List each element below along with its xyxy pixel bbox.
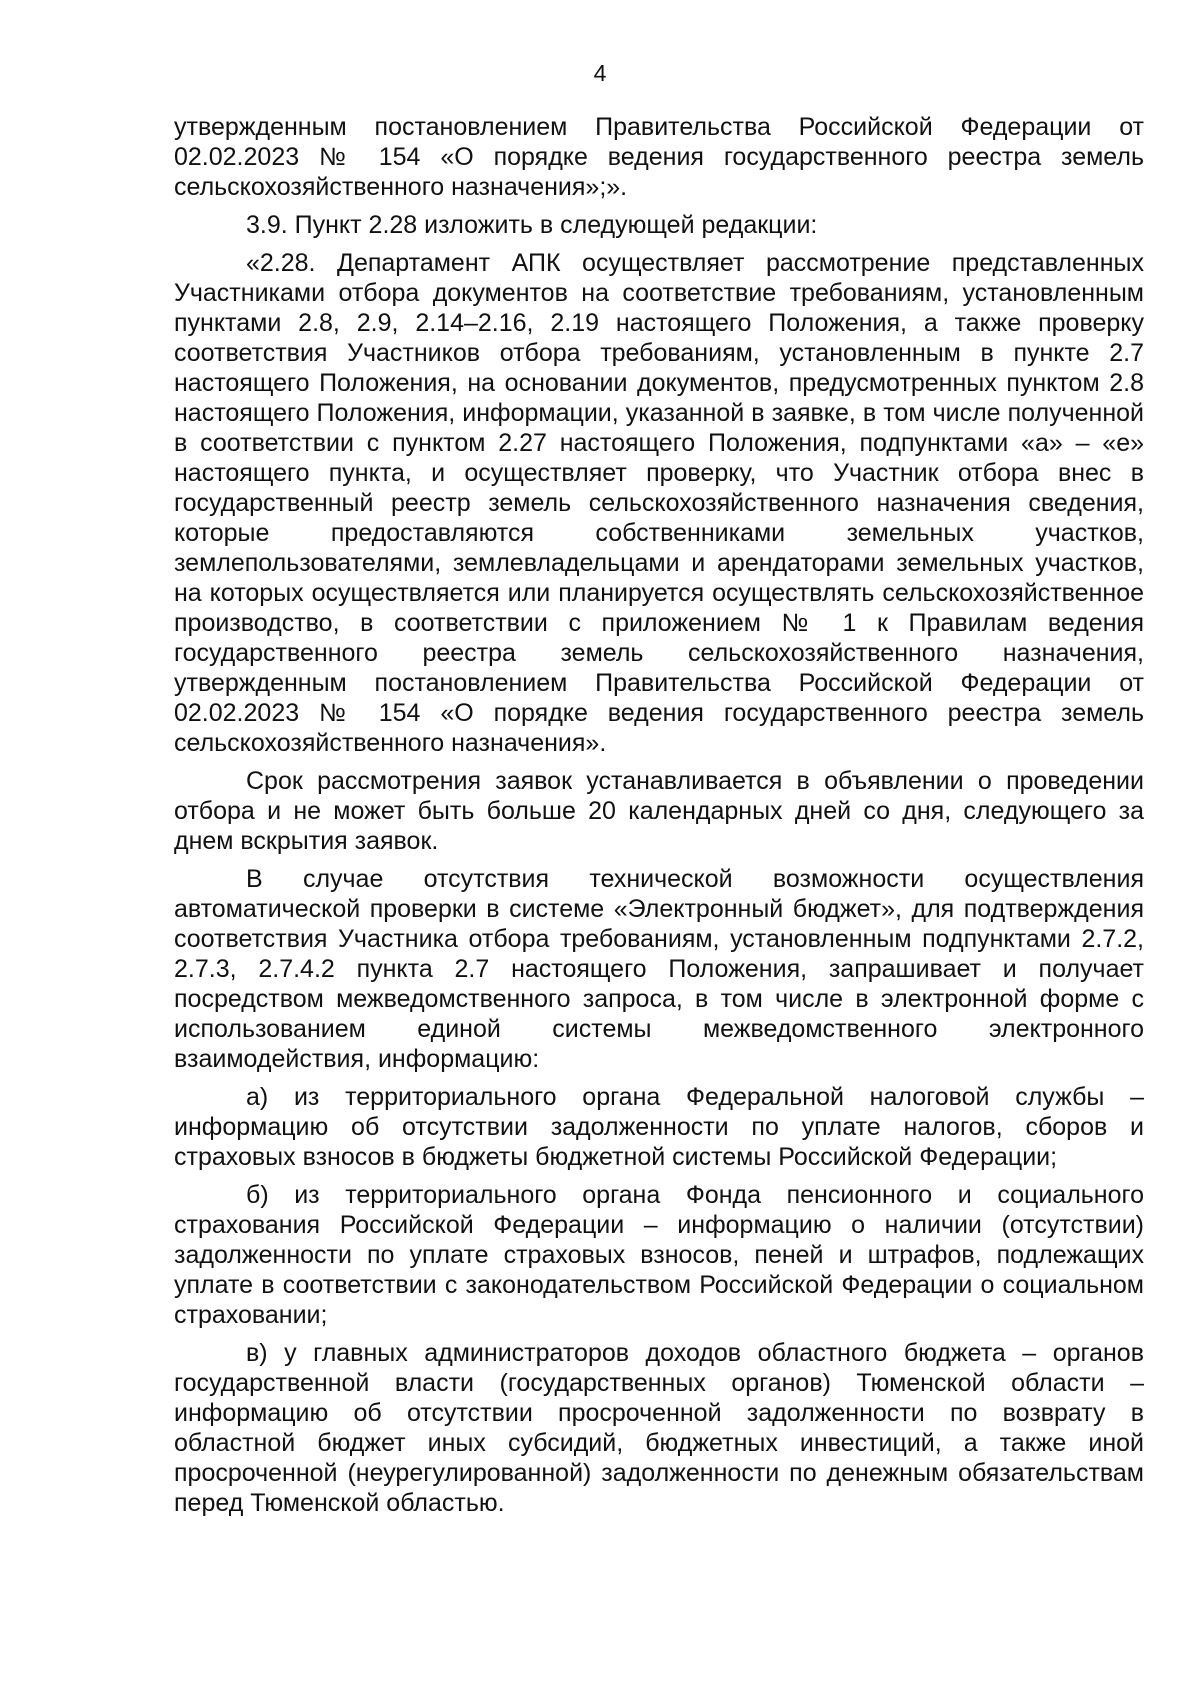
paragraph-review-period: Срок рассмотрения заявок устанавливается в объявлении о проведении отбора и не может быть больше 20 календарных дней со дня, следующего за днем вскрытия заявок. [174,767,1144,855]
paragraph-interagency-request: В случае отсутствия технической возможности осуществления автоматической проверки в системе «Электронный бюджет», для подтверждения соответствия Участника отбора требованиям, установленным подпунктами 2.7.2, 2.7.3, 2.7.4.2 пункта 2.7 настоящего Положения, запрашивает и получает посредством межведомственного запроса, в том числе в электронной форме с использованием единой системы межведомственного электронного взаимодействия, информацию: [174,865,1144,1073]
page-number: 4 [593,60,607,86]
paragraph-subitem-a: а) из территориального органа Федеральной налоговой службы – информацию об отсутствии задолженности по уплате налогов, сборов и страховых взносов в бюджеты бюджетной системы Российской Федерации; [174,1083,1144,1171]
paragraph-subitem-b: б) из территориального органа Фонда пенсионного и социального страхования Российской Федерации – информацию о наличии (отсутствии) задолженности по уплате страховых взносов, пеней и штрафов, подлежащих уплате в соответствии с законодательством Российской Федерации о социальном страховании; [174,1181,1144,1329]
paragraph-clause-2-28: «2.28. Департамент АПК осуществляет рассмотрение представленных Участниками отбора документов на соответствие требованиям, установленным пунктами 2.8, 2.9, 2.14–2.16, 2.19 настоящего Положения, а также проверку соответствия Участников отбора требованиям, установленным в пункте 2.7 настоящего Положения, на основании документов, предусмотренных пунктом 2.8 настоящего Положения, информации, указанной в заявке, в том числе полученной в соответствии с пунктом 2.27 настоящего Положения, подпунктами «а» – «е» настоящего пункта, и осуществляет проверку, что Участник отбора внес в государственный реестр земель сельскохозяйственного назначения сведения, которые предоставляются собственниками земельных участков, землепользователями, землевладельцами и арендаторами земельных участков, на которых осуществляется или планируется осуществлять сельскохозяйственное производство, в соответствии с приложением № 1 к Правилам ведения государственного реестра земель сельскохозяйственного назначения, утвержденным постановлением Правительства Российской Федерации от 02.02.2023 № 154 «О порядке ведения государственного реестра земель сельскохозяйственного назначения». [174,249,1144,757]
document-body [174,112,1144,1526]
paragraph-subitem-v: в) у главных администраторов доходов областного бюджета – органов государственной власти (государственных органов) Тюменской области – информацию об отсутствии просроченной задолженности по возврату в областной бюджет иных субсидий, бюджетных инвестиций, а также иной просроченной (неурегулированной) задолженности по денежным обязательствам перед Тюменской областью. [174,1339,1144,1517]
paragraph-continuation: утвержденным постановлением Правительства Российской Федерации от 02.02.2023 № 154 «О порядке ведения государственного реестра земель сельскохозяйственного назначения»;». [174,113,1144,201]
paragraph-item-3-9: 3.9. Пункт 2.28 изложить в следующей редакции: [246,211,818,239]
